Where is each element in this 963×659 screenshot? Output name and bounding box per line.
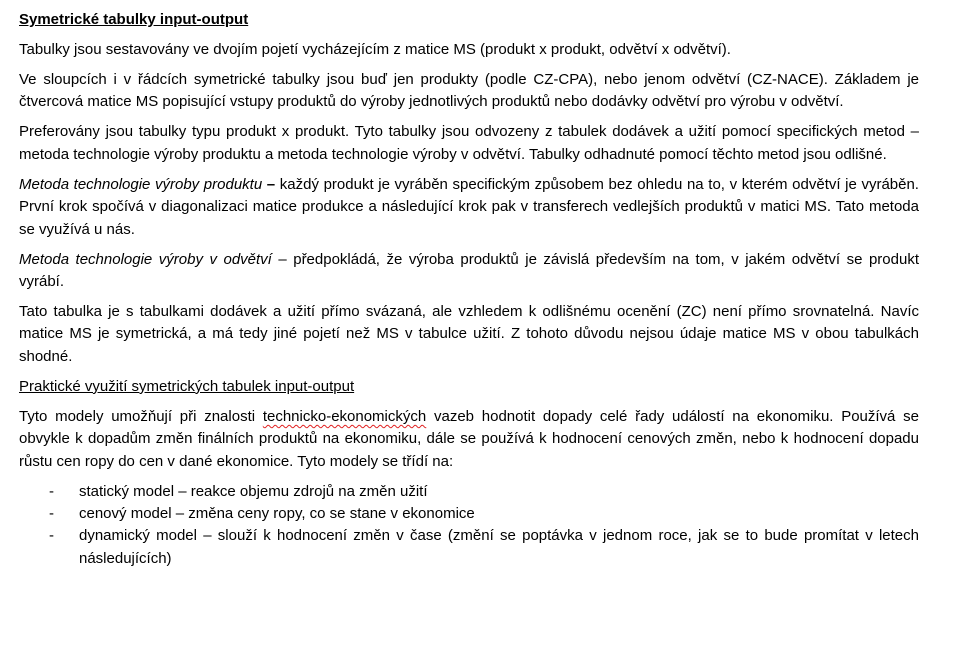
list-item-text: dynamický model – slouží k hodnocení změn v čase (změní se poptávka v jednom roce, jak se to bude promítat v letech následujících) <box>79 527 919 567</box>
paragraph-7-before: Tyto modely umožňují při znalosti <box>19 407 263 425</box>
paragraph-7 <box>19 406 919 473</box>
spellcheck-flagged-word[interactable]: technicko-ekonomických <box>262 407 427 425</box>
list-item <box>19 503 919 525</box>
paragraph-1: Tabulky jsou sestavovány ve dvojím pojetí vycházejícím z matice MS (produkt x produkt, odvětví x odvětví). <box>19 41 731 58</box>
paragraph-2: Ve sloupcích i v řádcích symetrické tabulky jsou buď jen produkty (podle CZ-CPA), nebo jenom odvětví (CZ-NACE). Základem je čtvercová matice MS popisující vstupy produktů do výroby jednotlivých produktů nebo dodávky odvětví pro výrobu v odvětví. <box>19 71 919 111</box>
list-item-text: cenový model – změna ceny ropy, co se stane v ekonomice <box>79 505 475 523</box>
term-product-technology: Metoda technologie výroby produktu <box>19 175 263 193</box>
paragraph-5 <box>19 249 919 294</box>
list-item <box>19 525 919 570</box>
term-industry-technology: Metoda technologie výroby v odvětví <box>19 250 272 268</box>
model-type-list <box>19 481 919 571</box>
paragraph-4 <box>19 174 919 241</box>
section-heading-practical-use <box>19 376 919 398</box>
list-item <box>19 481 919 503</box>
document-page <box>19 9 919 570</box>
paragraph-5-text: – předpokládá, že výroba produktů je závislá především na tom, v jakém odvětví se produkt vyrábí. <box>19 250 919 291</box>
section-heading-symmetric-tables <box>19 9 919 31</box>
list-item-text: statický model – reakce objemu zdrojů na změn užití <box>79 482 428 500</box>
heading-text: Symetrické tabulky input-output <box>19 11 249 28</box>
dash-bullet: - <box>49 482 54 500</box>
term-dash: – <box>262 175 276 193</box>
paragraph-7-after: vazeb hodnotit dopady celé řady událostí na ekonomiku. Používá se obvykle k dopadům změn finálních produktů na ekonomiku, dále se používá k hodnocení cenových změn, nebo k hodnocení dopadu růstu cen ropy do cen v dané ekonomice. Tyto modely se třídí na: <box>19 407 919 470</box>
heading-text: Praktické využití symetrických tabulek input-output <box>19 377 355 395</box>
dash-bullet: - <box>49 527 54 545</box>
paragraph-4-text: každý produkt je vyráběn specifickým způsobem bez ohledu na to, v kterém odvětví je vyráběn. První krok spočívá v diagonalizaci matice produkce a následující krok pak v transferech vedlejších produktů v matici MS. Tato metoda se využívá u nás. <box>19 175 919 238</box>
dash-bullet: - <box>49 505 54 523</box>
paragraph-6: Tato tabulka je s tabulkami dodávek a užití přímo svázaná, ale vzhledem k odlišnému ocenění (ZC) není přímo srovnatelná. Navíc matice MS je symetrická, a má tedy jiné pojetí než MS v tabulce užití. Z tohoto důvodu nejsou údaje matice MS v obou tabulkách shodné. <box>19 303 919 365</box>
paragraph-3: Preferovány jsou tabulky typu produkt x produkt. Tyto tabulky jsou odvozeny z tabulek dodávek a užití pomocí specifických metod – metoda technologie výroby produktu a metoda technologie výroby v odvětví. Tabulky odhadnuté pomocí těchto metod jsou odlišné. <box>19 123 919 163</box>
